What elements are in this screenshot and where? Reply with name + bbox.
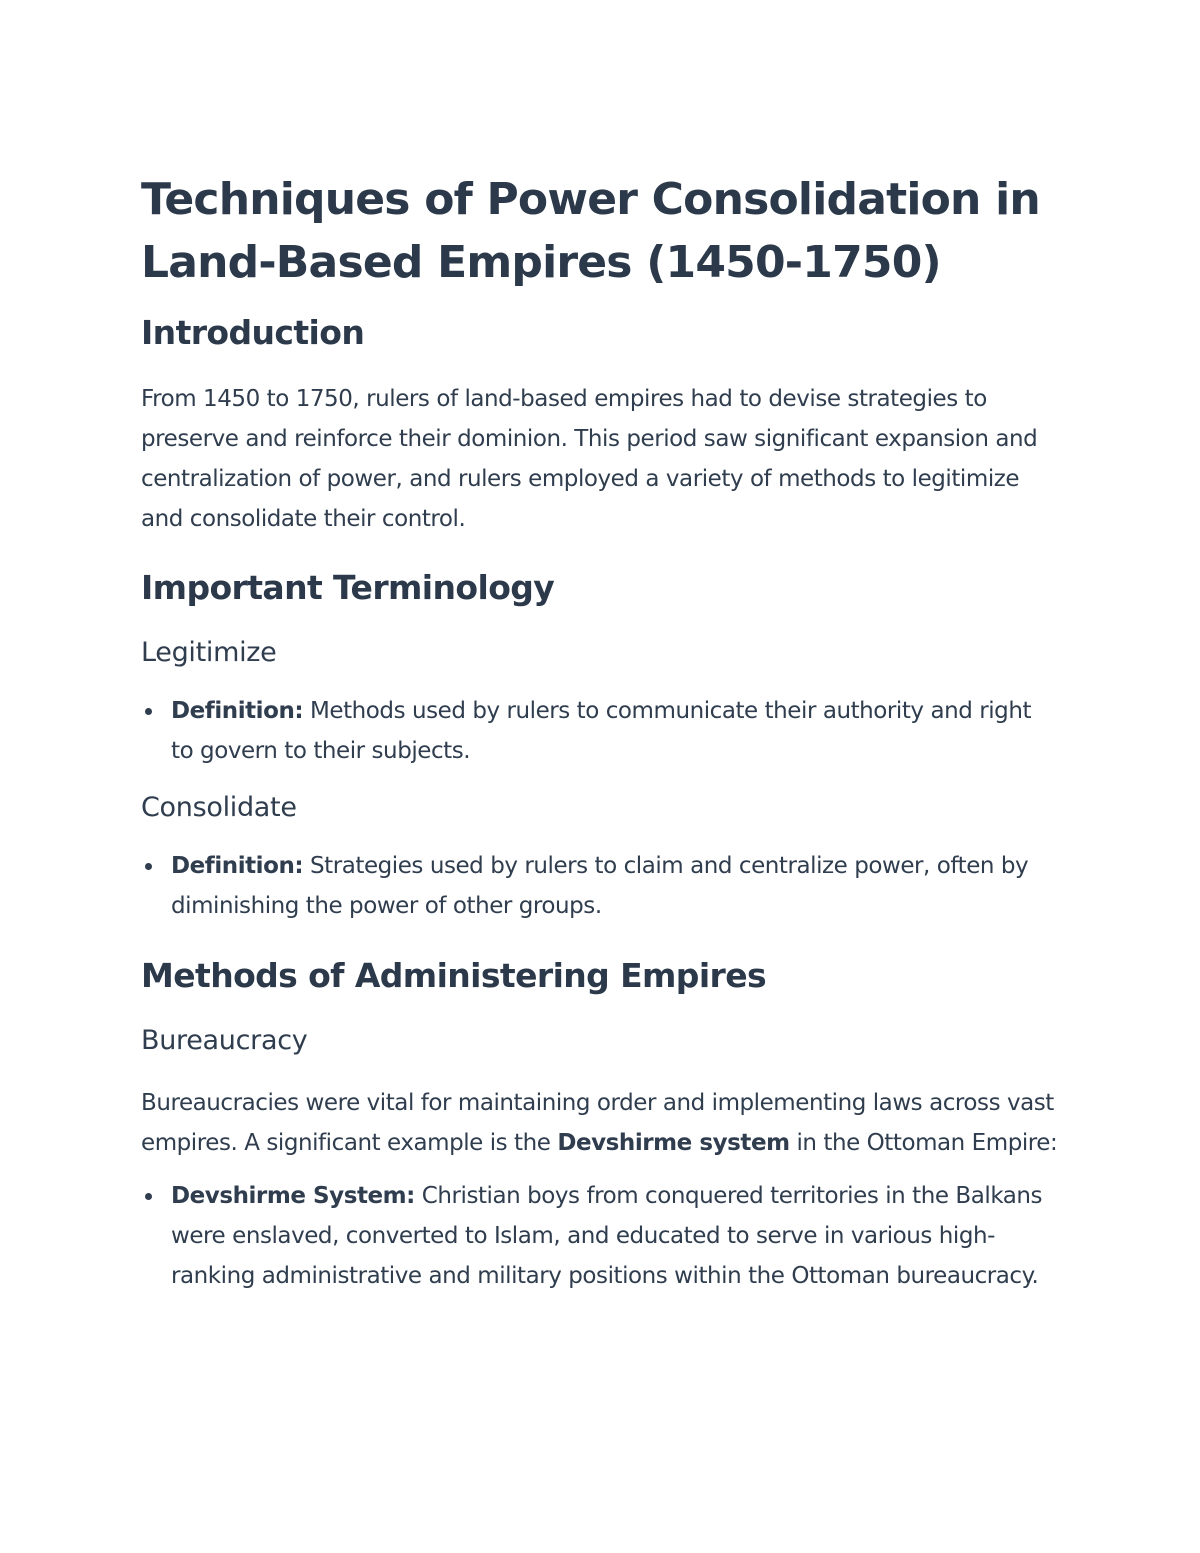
- definition-label: Definition:: [171, 698, 304, 724]
- bullet-icon: [145, 1193, 152, 1200]
- bullet-icon: [145, 863, 152, 870]
- devshirme-label: Devshirme System:: [171, 1183, 415, 1209]
- devshirme-system-term: Devshirme system: [557, 1130, 790, 1156]
- legitimize-list: [141, 691, 1060, 771]
- methods-heading: Methods of Administering Empires: [141, 956, 767, 995]
- list-item: [141, 1176, 1060, 1296]
- consolidate-heading: Consolidate: [141, 792, 297, 823]
- document-title: Techniques of Power Consolidation in Land-Based Empires (1450-1750): [141, 174, 1040, 288]
- bureaucracy-text-after: in the Ottoman Empire:: [789, 1130, 1058, 1156]
- bureaucracy-paragraph: [141, 1083, 1060, 1163]
- terminology-heading: Important Terminology: [141, 568, 555, 607]
- definition-text: Strategies used by rulers to claim and centralize power, often by diminishing the power of other groups.: [171, 853, 1029, 919]
- bureaucracy-heading: Bureaucracy: [141, 1025, 308, 1056]
- bullet-icon: [145, 708, 152, 715]
- bureaucracy-list: [141, 1176, 1060, 1296]
- consolidate-list: [141, 846, 1060, 926]
- definition-label: Definition:: [171, 853, 304, 879]
- definition-text: Methods used by rulers to communicate their authority and right to govern to their subjects.: [171, 698, 1032, 764]
- devshirme-text: Christian boys from conquered territories in the Balkans were enslaved, converted to Islam, and educated to serve in various high-ranking administrative and military positions within the Ottoman bureaucracy.: [171, 1183, 1043, 1289]
- introduction-heading: Introduction: [141, 313, 365, 352]
- legitimize-heading: Legitimize: [141, 637, 277, 668]
- list-item: [141, 691, 1060, 771]
- list-item: [141, 846, 1060, 926]
- introduction-paragraph: From 1450 to 1750, rulers of land-based empires had to devise strategies to preserve and reinforce their dominion. This period saw significant expansion and centralization of power, and rulers employed a variety of methods to legitimize and consolidate their control.: [141, 386, 1038, 532]
- bureaucracy-text-before: Bureaucracies were vital for maintaining order and implementing laws across vast empires. A significant example is the: [141, 1090, 1054, 1156]
